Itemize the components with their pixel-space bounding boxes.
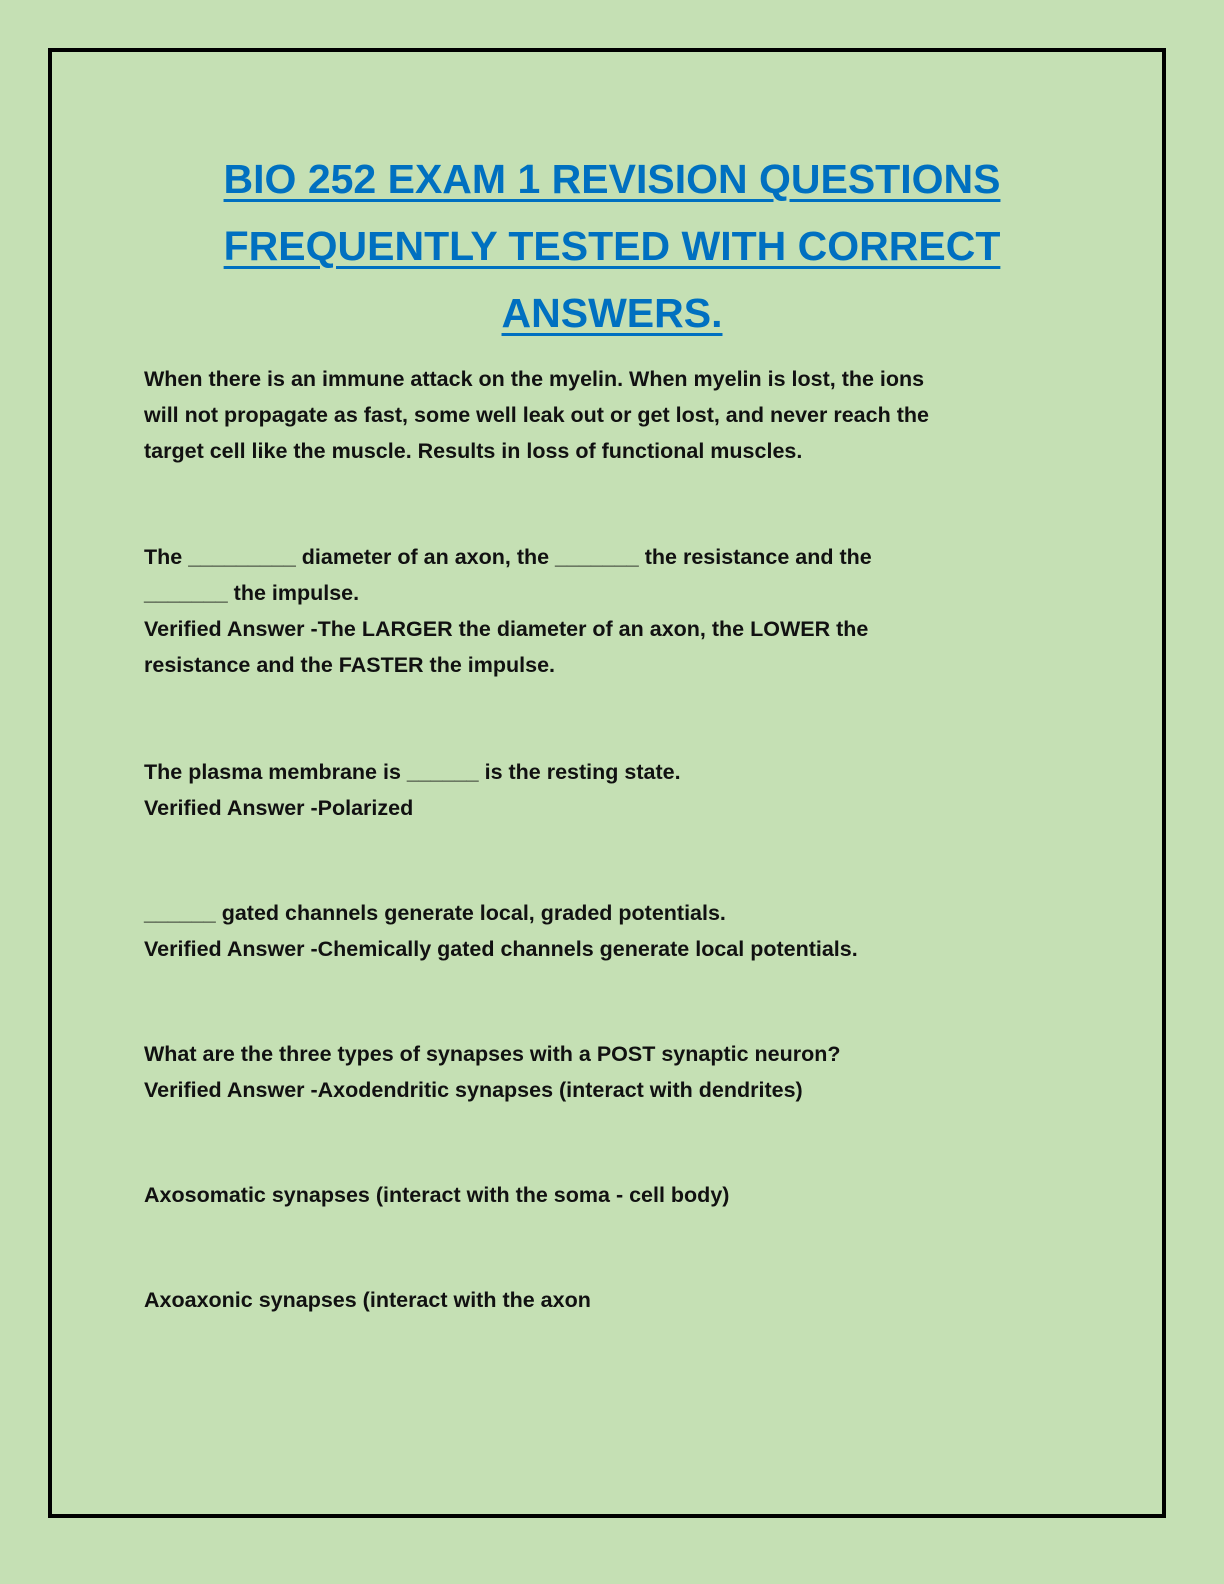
q3-answer: Verified Answer -Chemically gated channels generate local potentials. — [144, 937, 858, 961]
title-line-2: FREQUENTLY TESTED WITH CORRECT — [223, 223, 1001, 269]
intro-line-1: When there is an immune attack on the myelin. When myelin is lost, the ions — [144, 367, 925, 391]
q2-question: The plasma membrane is ______ is the resting state. — [144, 760, 681, 784]
q4-more-line-2: Axoaxonic synapses (interact with the axon — [144, 1288, 591, 1312]
q1-question-line-1: The _________ diameter of an axon, the _______ the resistance and the — [144, 545, 872, 569]
q4-more-line-1: Axosomatic synapses (interact with the soma - cell body) — [144, 1183, 730, 1207]
question-4 — [144, 1036, 1044, 1108]
intro-line-3: target cell like the muscle. Results in loss of functional muscles. — [144, 439, 803, 463]
q2-answer: Verified Answer -Polarized — [144, 796, 414, 820]
title-line-3: ANSWERS. — [501, 290, 723, 336]
question-3 — [144, 895, 1044, 967]
question-2 — [144, 754, 1044, 826]
q1-question-line-2: _______ the impulse. — [144, 581, 360, 605]
q4-more-answer-1 — [144, 1177, 1044, 1213]
q1-answer-line-1: Verified Answer -The LARGER the diameter of an axon, the LOWER the — [144, 617, 869, 641]
title-line-1: BIO 252 EXAM 1 REVISION QUESTIONS — [223, 156, 1001, 202]
q1-answer-line-2: resistance and the FASTER the impulse. — [144, 653, 555, 677]
q3-question: ______ gated channels generate local, graded potentials. — [144, 901, 726, 925]
q4-more-answer-2 — [144, 1282, 1044, 1318]
q4-answer: Verified Answer -Axodendritic synapses (interact with dendrites) — [144, 1078, 803, 1102]
intro-paragraph — [144, 361, 1044, 469]
question-1 — [144, 539, 1044, 683]
q4-question: What are the three types of synapses with a POST synaptic neuron? — [144, 1042, 841, 1066]
document-title — [150, 146, 1074, 347]
intro-line-2: will not propagate as fast, some well leak out or get lost, and never reach the — [144, 403, 929, 427]
